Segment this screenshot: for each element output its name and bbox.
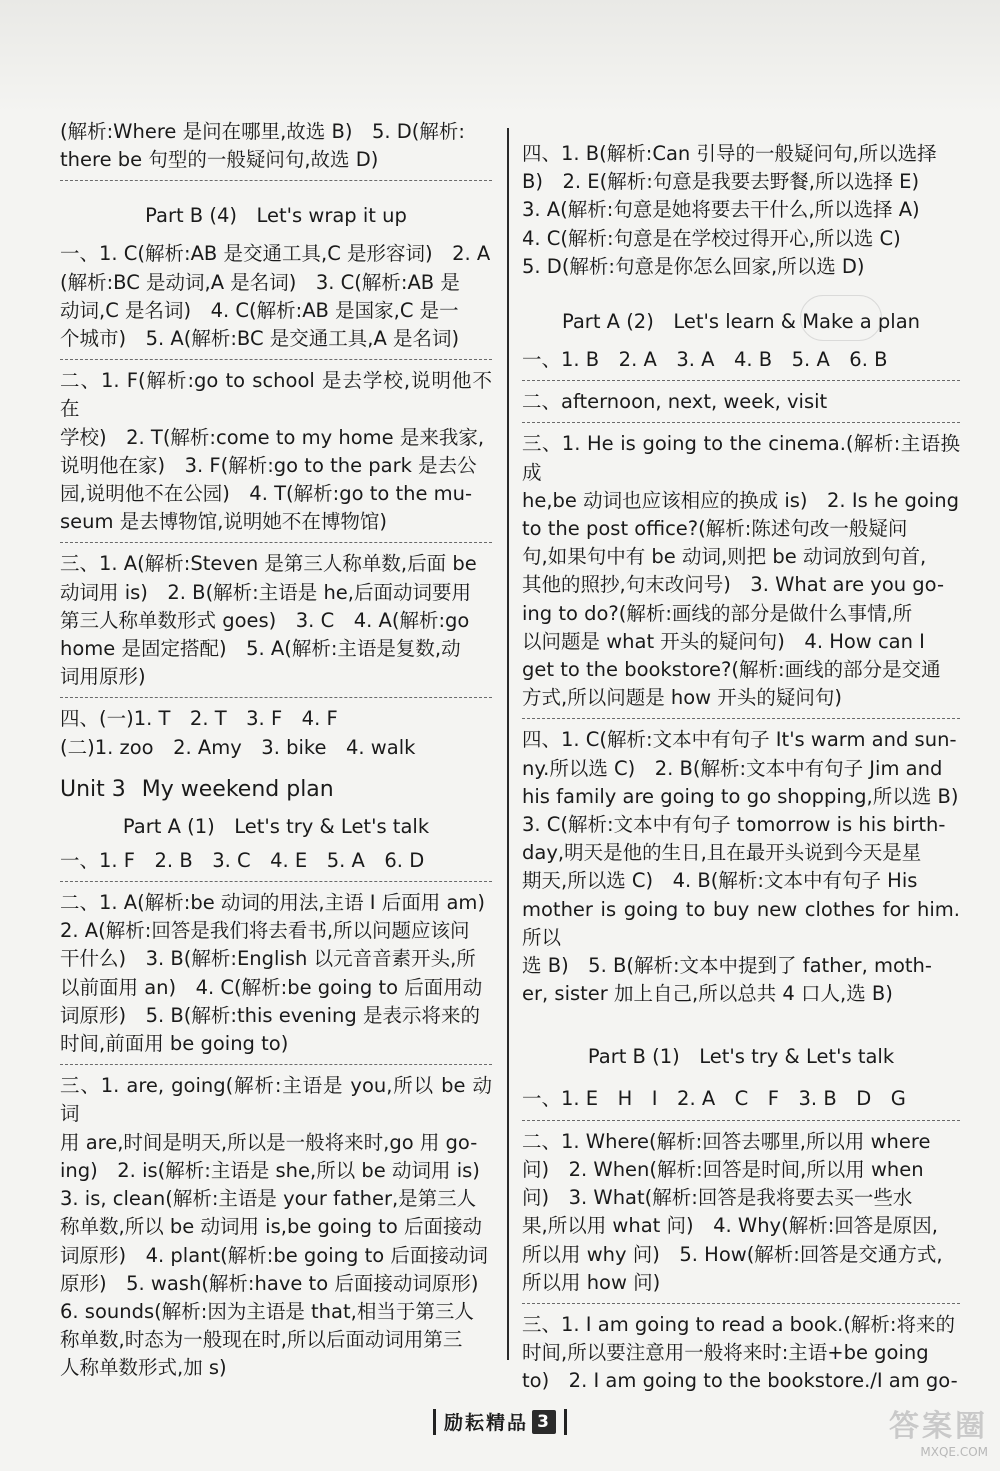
watermark-logo: 答案圈 bbox=[889, 1409, 988, 1444]
answer-line: 学校) 2. T(解析:come to my home 是来我家, bbox=[60, 425, 485, 449]
answer-line: 个城市) 5. A(解析:BC 是交通工具,A 是名词) bbox=[60, 327, 460, 351]
answer-block bbox=[522, 1085, 960, 1120]
answer-line: his family are going to go shopping,所以选 B) bbox=[522, 784, 959, 808]
brand-bar-right bbox=[564, 1409, 567, 1435]
answer-line: 问) 2. When(解析:回答是时间,所以用 when bbox=[522, 1157, 924, 1181]
page-header-noise bbox=[0, 0, 1000, 115]
answer-line: 选 B) 5. B(解析:文本中提到了 father, moth- bbox=[522, 954, 932, 978]
answer-line: ing) 2. is(解析:主语是 she,所以 be 动词用 is) bbox=[60, 1158, 480, 1182]
answer-block bbox=[522, 430, 960, 719]
answer-line: 3. A(解析:句意是她将要去干什么,所以选择 A) bbox=[522, 198, 920, 222]
answer-line: 三、1. He is going to the cinema.(解析:主语换成 bbox=[522, 432, 960, 484]
answer-block bbox=[522, 118, 960, 287]
page-number: 3 bbox=[532, 1410, 556, 1434]
answer-line: 动词用 is) 2. B(解析:主语是 he,后面动词要用 bbox=[60, 580, 471, 604]
section-heading: Part A (2) Let's learn & Make a plan bbox=[561, 310, 921, 334]
answer-line: 词原形) 5. B(解析:this evening 是表示将来的 bbox=[60, 1003, 480, 1027]
answer-block bbox=[60, 889, 492, 1065]
answer-line: 原形) 5. wash(解析:have to 后面接动词原形) bbox=[60, 1271, 479, 1295]
answer-line: 词用原形) bbox=[60, 665, 146, 689]
answer-line: 称单数,所以 be 动词用 is,be going to 后面接动 bbox=[60, 1215, 482, 1239]
right-column bbox=[522, 118, 960, 1409]
answer-line: 时间,前面用 be going to) bbox=[60, 1032, 289, 1056]
answer-line: 动词,C 是名词) 4. C(解析:AB 是国家,C 是一 bbox=[60, 298, 459, 322]
answer-line: 3. is, clean(解析:主语是 your father,是第三人 bbox=[60, 1187, 477, 1211]
answer-line: 所以用 why 问) 5. How(解析:回答是交通方式, bbox=[522, 1242, 943, 1266]
answer-line: 果,所以用 what 问) 4. Why(解析:回答是原因, bbox=[522, 1214, 938, 1238]
answer-line: 二、1. Where(解析:回答去哪里,所以用 where bbox=[522, 1129, 931, 1153]
answer-line: (二)1. zoo 2. Amy 3. bike 4. walk bbox=[60, 735, 416, 759]
answer-line: home 是固定搭配) 5. A(解析:主语是复数,动 bbox=[60, 637, 461, 661]
answer-line: 句,如果句中有 be 动词,则把 be 动词放到句首, bbox=[522, 545, 927, 569]
answer-line: mother is going to buy new clothes for him.所以 bbox=[522, 897, 960, 949]
answer-block bbox=[60, 118, 492, 181]
answer-line: 3. C(解析:文本中有句子 tomorrow is his birth- bbox=[522, 813, 946, 837]
answer-line: to) 2. I am going to the bookstore./I am go- bbox=[522, 1369, 958, 1393]
answer-block bbox=[60, 240, 492, 360]
brand-label bbox=[425, 1408, 575, 1435]
answer-line: 4. C(解析:句意是在学校过得开心,所以选 C) bbox=[522, 226, 901, 250]
unit-name: My weekend plan bbox=[141, 776, 334, 802]
answer-line: 二、1. F(解析:go to school 是去学校,说明他不在 bbox=[60, 369, 492, 421]
answer-line: 三、1. A(解析:Steven 是第三人称单数,后面 be bbox=[60, 552, 477, 576]
answer-line: 四、1. C(解析:文本中有句子 It's warm and sun- bbox=[522, 728, 957, 752]
answer-line: 所以用 how 问) bbox=[522, 1270, 661, 1294]
answer-line: 以问题是 what 开头的疑问句) 4. How can I bbox=[522, 629, 925, 653]
answer-block bbox=[522, 388, 960, 423]
answer-line: 第三人称单数形式 goes) 3. C 4. A(解析:go bbox=[60, 608, 470, 632]
answer-line: 其他的照抄,句末改问号) 3. What are you go- bbox=[522, 573, 945, 597]
answer-line: 说明他在家) 3. F(解析:go to the park 是去公 bbox=[60, 453, 477, 477]
answer-line: 称单数,时态为一般现在时,所以后面动词用第三 bbox=[60, 1328, 463, 1352]
brand-text: 励耘精品 bbox=[443, 1412, 528, 1434]
answer-line: 三、1. are, going(解析:主语是 you,所以 be 动词 bbox=[60, 1074, 492, 1126]
column-divider bbox=[507, 128, 509, 1360]
answer-line: 二、1. A(解析:be 动词的用法,主语 I 后面用 am) bbox=[60, 891, 485, 915]
answer-block bbox=[60, 1072, 492, 1388]
answer-line: 一、1. E H I 2. A C F 3. B D G bbox=[522, 1087, 906, 1111]
answer-line: 一、1. B 2. A 3. A 4. B 5. A 6. B bbox=[522, 348, 888, 372]
answer-line: 6. sounds(解析:因为主语是 that,相当于第三人 bbox=[60, 1299, 474, 1323]
answer-line: ing to do?(解析:画线的部分是做什么事情,所 bbox=[522, 601, 913, 625]
answer-block bbox=[522, 726, 960, 1014]
answer-line: 期天,所以选 C) 4. B(解析:文本中有句子 His bbox=[522, 869, 918, 893]
section-heading: Part A (1) Let's try & Let's talk bbox=[122, 814, 430, 838]
answer-line: get to the bookstore?(解析:画线的部分是交通 bbox=[522, 658, 941, 682]
answer-line: 问) 3. What(解析:回答是我将要去买一些水 bbox=[522, 1186, 913, 1210]
answer-block bbox=[60, 550, 492, 698]
answer-block bbox=[60, 705, 492, 767]
answer-line: 三、1. I am going to read a book.(解析:将来的 bbox=[522, 1312, 955, 1336]
answer-line: 一、1. C(解析:AB 是交通工具,C 是形容词) 2. A bbox=[60, 242, 491, 266]
answer-line: 人称单数形式,加 s) bbox=[60, 1356, 227, 1380]
answer-block bbox=[60, 847, 492, 882]
answer-line: to the post office?(解析:陈述句改一般疑问 bbox=[522, 517, 908, 541]
answer-line: 5. D(解析:句意是你怎么回家,所以选 D) bbox=[522, 254, 865, 278]
answer-line: seum 是去博物馆,说明她不在博物馆) bbox=[60, 510, 388, 534]
answer-line: 园,说明他不在公园) 4. T(解析:go to the mu- bbox=[60, 482, 473, 506]
answer-line: er, sister 加上自己,所以总共 4 口人,选 B) bbox=[522, 982, 893, 1006]
unit-title bbox=[60, 775, 492, 805]
left-column bbox=[60, 118, 492, 1396]
answer-line: (解析:Where 是问在哪里,故选 B) 5. D(解析: bbox=[60, 120, 465, 143]
answer-line: 用 are,时间是明天,所以是一般将来时,go 用 go- bbox=[60, 1130, 478, 1154]
answer-line: 二、afternoon, next, week, visit bbox=[522, 390, 828, 414]
answer-line: 干什么) 3. B(解析:English 以元音音素开头,所 bbox=[60, 947, 476, 971]
answer-line: 时间,所以要注意用一般将来时:主语+be going bbox=[522, 1341, 929, 1365]
answer-line: 以前面用 an) 4. C(解析:be going to 后面用动 bbox=[60, 975, 483, 999]
answer-block bbox=[522, 1128, 960, 1304]
answer-line: 四、(一)1. T 2. T 3. F 4. F bbox=[60, 707, 338, 731]
answer-line: day,明天是他的生日,且在最开头说到今天是星 bbox=[522, 841, 922, 865]
section-heading: Part B (1) Let's try & Let's talk bbox=[587, 1045, 895, 1069]
answer-line: he,be 动词也应该相应的换成 is) 2. Is he going bbox=[522, 488, 959, 512]
answer-line: there be 句型的一般疑问句,故选 D) bbox=[60, 148, 379, 172]
answer-line: B) 2. E(解析:句意是我要去野餐,所以选择 E) bbox=[522, 170, 920, 194]
brand-bar-left bbox=[433, 1409, 436, 1435]
answer-line: 2. A(解析:回答是我们将去看书,所以问题应该问 bbox=[60, 919, 470, 943]
answer-line: 方式,所以问题是 how 开头的疑问句) bbox=[522, 686, 842, 710]
answer-line: 四、1. B(解析:Can 引导的一般疑问句,所以选择 bbox=[522, 142, 937, 165]
answer-block bbox=[60, 367, 492, 543]
answer-block bbox=[522, 1311, 960, 1402]
answer-line: (解析:BC 是动词,A 是名词) 3. C(解析:AB 是 bbox=[60, 270, 460, 294]
section-heading: Part B (4) Let's wrap it up bbox=[145, 204, 407, 228]
answer-line: 一、1. F 2. B 3. C 4. E 5. A 6. D bbox=[60, 848, 425, 872]
answer-line: 词原形) 4. plant(解析:be going to 后面接动词 bbox=[60, 1243, 488, 1267]
answer-block bbox=[522, 346, 960, 381]
watermark bbox=[838, 1401, 988, 1463]
answer-line: ny.所以选 C) 2. B(解析:文本中有句子 Jim and bbox=[522, 756, 943, 780]
watermark-url: MXQE.COM bbox=[920, 1445, 988, 1459]
unit-number: Unit 3 bbox=[60, 776, 126, 802]
